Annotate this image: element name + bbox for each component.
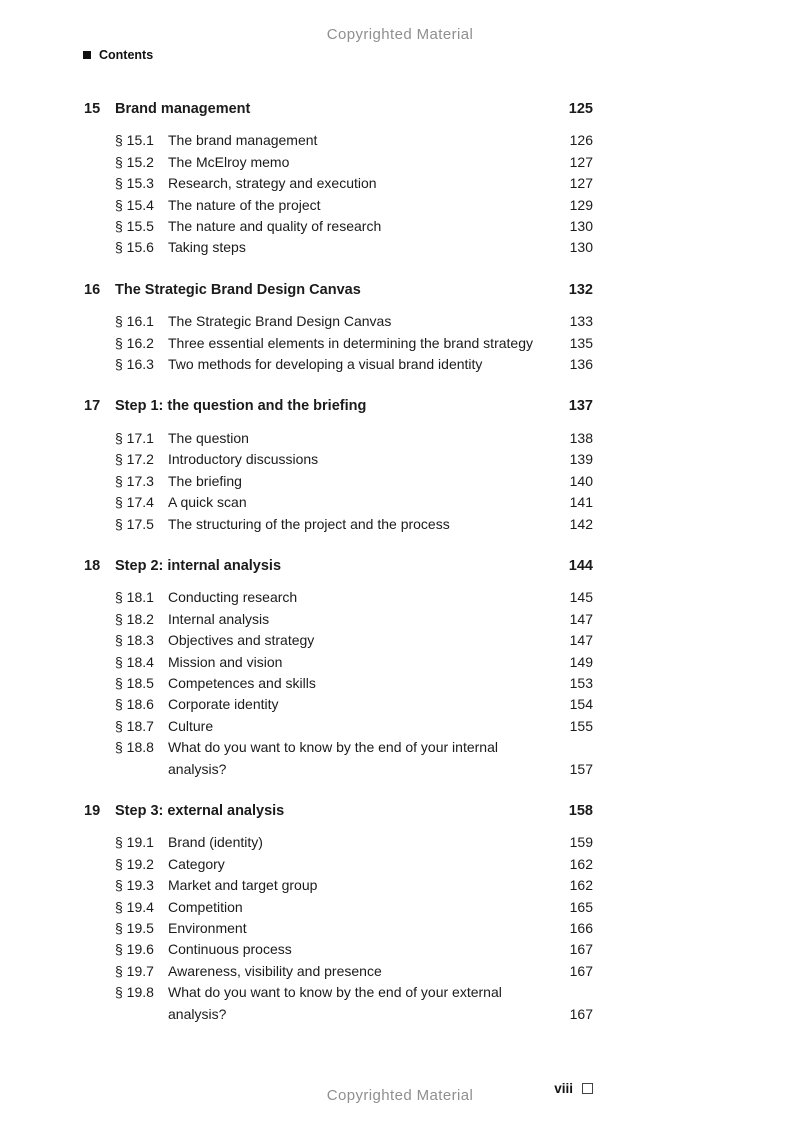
section-title: Awareness, visibility and presence	[168, 962, 382, 979]
section-title: Competition	[168, 898, 243, 915]
section-page-number: 142	[569, 515, 593, 532]
section-row	[84, 587, 593, 608]
section-title: Category	[168, 855, 225, 872]
section-page-number: 162	[569, 877, 593, 894]
open-square-icon	[582, 1083, 593, 1094]
section-page-number: 167	[569, 962, 593, 979]
page-number-folio	[554, 1081, 593, 1096]
section-row	[84, 737, 593, 780]
section-page-number: 145	[569, 589, 593, 606]
section-page-number: 165	[569, 898, 593, 915]
section-title: Taking steps	[168, 239, 246, 256]
section-row	[84, 854, 593, 875]
chapter-heading-row	[84, 280, 593, 301]
section-title: Research, strategy and execution	[168, 175, 377, 192]
chapter-heading-row	[84, 801, 593, 822]
chapter-block	[84, 556, 593, 780]
chapter-title: Brand management	[115, 101, 251, 117]
section-number: § 19.1	[115, 834, 154, 851]
chapter-heading-row	[84, 396, 593, 417]
section-page-number: 159	[569, 834, 593, 851]
section-number: § 17.1	[115, 429, 154, 446]
section-page-number: 162	[569, 855, 593, 872]
section-page-number: 149	[569, 653, 593, 670]
section-page-number: 147	[569, 610, 593, 627]
section-page-number: 153	[569, 674, 593, 691]
contents-header	[83, 48, 153, 62]
section-title: What do you want to know by the end of your internal analysis?	[168, 739, 498, 777]
section-title: The McElroy memo	[168, 153, 290, 170]
section-page-number: 167	[569, 941, 593, 958]
section-title: Two methods for developing a visual brand identity	[168, 356, 483, 373]
section-title: The structuring of the project and the process	[168, 515, 450, 532]
section-title: The question	[168, 429, 249, 446]
section-page-number: 155	[569, 717, 593, 734]
section-row	[84, 832, 593, 853]
chapter-block	[84, 801, 593, 1025]
section-row	[84, 216, 593, 237]
section-row	[84, 311, 593, 332]
section-number: § 18.2	[115, 610, 154, 627]
section-title: A quick scan	[168, 494, 247, 511]
section-number: § 18.4	[115, 653, 154, 670]
section-page-number: 157	[569, 760, 593, 777]
section-title: Internal analysis	[168, 610, 270, 627]
section-page-number: 140	[569, 472, 593, 489]
section-row	[84, 652, 593, 673]
section-title: What do you want to know by the end of your external analysis?	[168, 984, 502, 1022]
chapter-heading-row	[84, 556, 593, 577]
section-number: § 18.6	[115, 696, 154, 713]
section-title: Market and target group	[168, 877, 318, 894]
chapter-number: 16	[84, 281, 101, 298]
section-page-number: 133	[569, 313, 593, 330]
section-number: § 18.1	[115, 589, 154, 606]
chapter-page-number: 125	[568, 101, 593, 117]
section-number: § 19.7	[115, 962, 154, 979]
section-page-number: 147	[569, 632, 593, 649]
toc-list	[84, 99, 593, 1025]
section-row	[84, 918, 593, 939]
section-title: Introductory discussions	[168, 451, 319, 468]
section-row	[84, 609, 593, 630]
bottom-watermark: Copyrighted Material	[326, 1087, 474, 1104]
section-row	[84, 471, 593, 492]
chapter-title: Step 1: the question and the briefing	[115, 398, 367, 415]
chapter-page-number: 158	[568, 802, 593, 819]
chapter-block	[84, 99, 593, 259]
section-row	[84, 237, 593, 258]
square-bullet-icon	[83, 51, 91, 59]
section-number: § 15.1	[115, 132, 154, 149]
section-title: Competences and skills	[168, 674, 316, 691]
section-number: § 18.5	[115, 674, 154, 691]
section-row	[84, 130, 593, 151]
section-page-number: 127	[569, 153, 593, 170]
section-number: § 17.2	[115, 451, 154, 468]
chapter-page-number: 144	[568, 557, 593, 574]
section-number: § 19.3	[115, 877, 154, 894]
section-page-number: 130	[569, 218, 593, 235]
section-number: § 15.2	[115, 153, 154, 170]
chapter-block	[84, 396, 593, 534]
section-number: § 16.1	[115, 313, 154, 330]
chapter-number: 15	[84, 101, 101, 117]
section-number: § 15.6	[115, 239, 154, 256]
chapter-page-number: 132	[568, 281, 593, 298]
section-row	[84, 333, 593, 354]
section-page-number: 141	[569, 494, 593, 511]
section-title: Corporate identity	[168, 696, 279, 713]
section-number: § 18.3	[115, 632, 154, 649]
section-number: § 19.8	[115, 984, 154, 1001]
section-number: § 17.5	[115, 515, 154, 532]
page-number-label: viii	[554, 1081, 573, 1096]
section-row	[84, 173, 593, 194]
section-page-number: 167	[569, 1005, 593, 1022]
section-number: § 15.4	[115, 196, 154, 213]
section-title: Objectives and strategy	[168, 632, 315, 649]
chapter-number: 18	[84, 557, 101, 574]
section-row	[84, 897, 593, 918]
section-row	[84, 354, 593, 375]
section-page-number: 126	[569, 132, 593, 149]
chapter-title: Step 3: external analysis	[115, 802, 285, 819]
chapter-title: The Strategic Brand Design Canvas	[115, 281, 361, 298]
section-number: § 15.3	[115, 175, 154, 192]
chapter-number: 17	[84, 398, 101, 415]
top-watermark: Copyrighted Material	[326, 26, 474, 43]
chapter-title: Step 2: internal analysis	[115, 557, 282, 574]
section-row	[84, 428, 593, 449]
section-row	[84, 449, 593, 470]
section-page-number: 129	[569, 196, 593, 213]
section-number: § 15.5	[115, 218, 154, 235]
section-number: § 18.8	[115, 739, 154, 756]
section-row	[84, 514, 593, 535]
section-title: Mission and vision	[168, 653, 283, 670]
section-page-number: 166	[569, 920, 593, 936]
section-number: § 19.5	[115, 920, 154, 936]
section-row	[84, 939, 593, 960]
chapter-number: 19	[84, 802, 101, 819]
section-title: The brand management	[168, 132, 318, 149]
section-page-number: 154	[569, 696, 593, 713]
section-number: § 18.7	[115, 717, 154, 734]
section-number: § 19.4	[115, 898, 154, 915]
section-title: Three essential elements in determining the brand strategy	[168, 334, 533, 351]
section-row	[84, 982, 593, 1025]
section-title: Brand (identity)	[168, 834, 263, 851]
section-row	[84, 492, 593, 513]
section-page-number: 136	[569, 356, 593, 373]
section-number: § 16.2	[115, 334, 154, 351]
section-row	[84, 694, 593, 715]
section-title: Conducting research	[168, 589, 298, 606]
chapter-heading-row	[84, 99, 593, 120]
section-page-number: 138	[569, 429, 593, 446]
section-page-number: 130	[569, 239, 593, 256]
section-number: § 16.3	[115, 356, 154, 373]
section-title: Environment	[168, 920, 247, 936]
section-page-number: 127	[569, 175, 593, 192]
contents-header-label: Contents	[99, 48, 154, 62]
section-row	[84, 961, 593, 982]
section-row	[84, 673, 593, 694]
section-page-number: 139	[569, 451, 593, 468]
section-title: The Strategic Brand Design Canvas	[168, 313, 392, 330]
chapter-page-number: 137	[568, 398, 593, 415]
section-number: § 19.6	[115, 941, 154, 958]
section-row	[84, 195, 593, 216]
section-title: Culture	[168, 717, 214, 734]
section-title: The nature and quality of research	[168, 218, 382, 235]
chapter-block	[84, 280, 593, 376]
section-row	[84, 716, 593, 737]
section-page-number: 135	[569, 334, 593, 351]
section-row	[84, 630, 593, 651]
section-number: § 19.2	[115, 855, 154, 872]
section-title: The briefing	[168, 472, 242, 489]
section-title: The nature of the project	[168, 196, 321, 213]
section-row	[84, 152, 593, 173]
section-title: Continuous process	[168, 941, 292, 958]
section-number: § 17.3	[115, 472, 154, 489]
section-row	[84, 875, 593, 896]
section-number: § 17.4	[115, 494, 154, 511]
